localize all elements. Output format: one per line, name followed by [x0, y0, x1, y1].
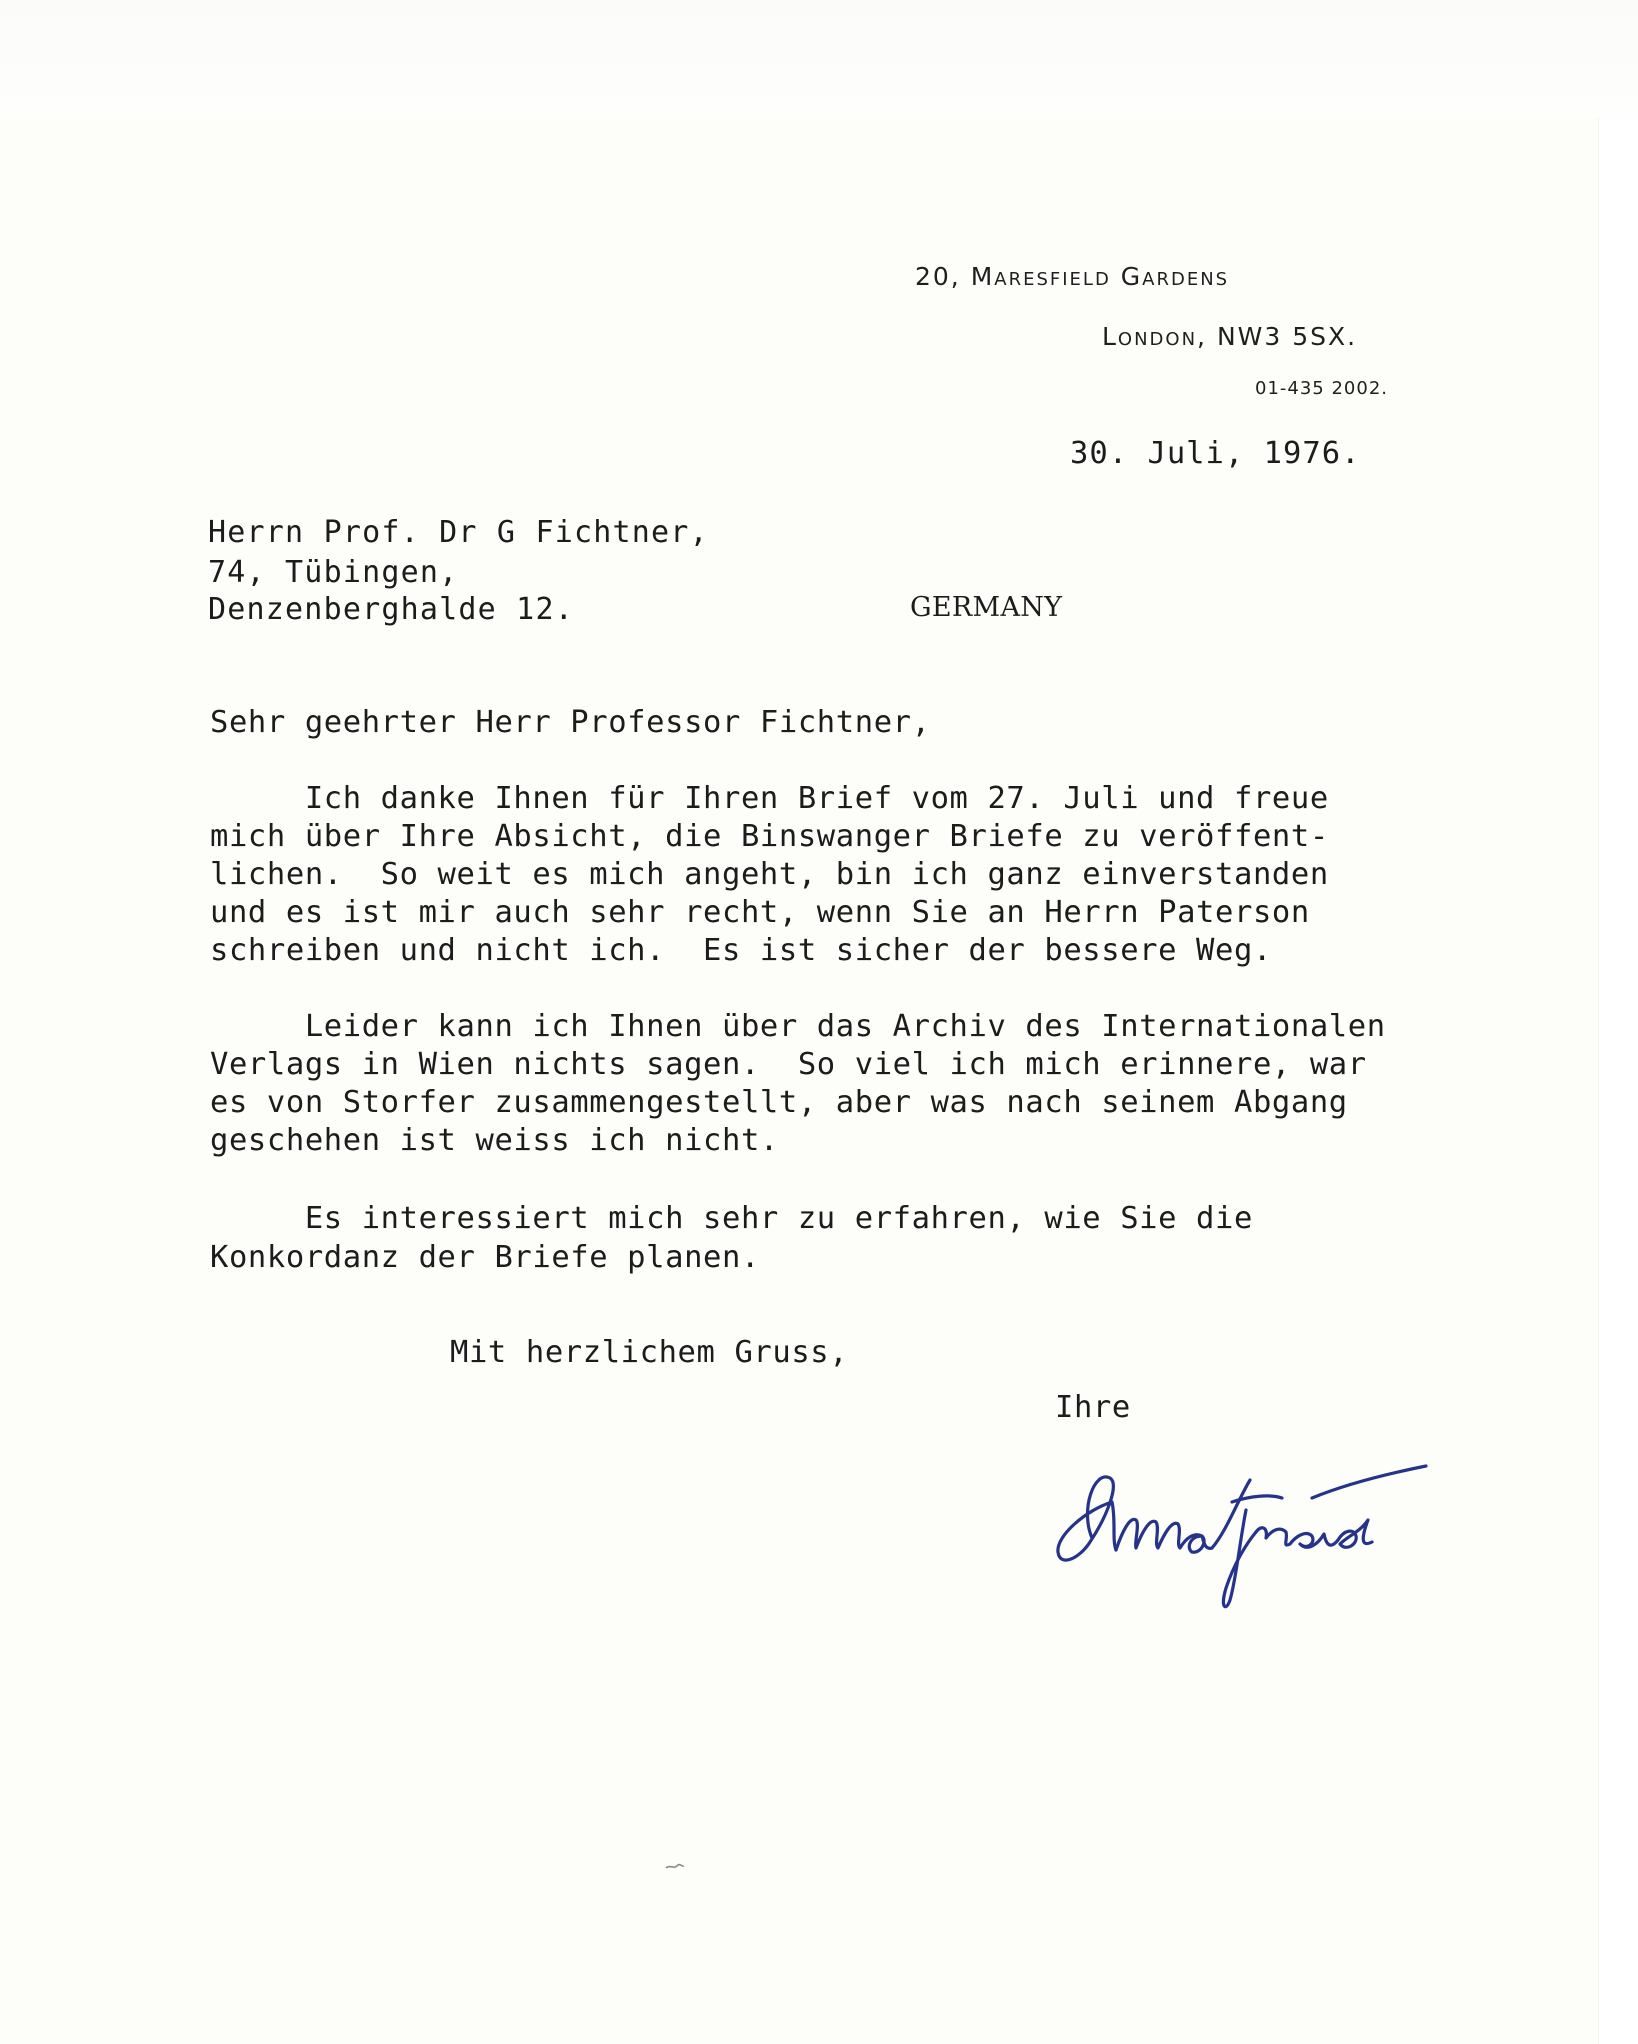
paragraph-2-line-2: Verlags in Wien nichts sagen. So viel ich mich erinnere, war — [210, 1047, 1367, 1082]
recipient-country: GERMANY — [910, 592, 1063, 623]
handwritten-signature — [1050, 1440, 1440, 1620]
paragraph-1-line-2: mich über Ihre Absicht, die Binswanger Briefe zu veröffent- — [210, 819, 1329, 854]
paper-speck — [664, 1860, 686, 1872]
paragraph-1-line-4: und es ist mir auch sehr recht, wenn Sie an Herrn Paterson — [210, 895, 1310, 930]
recipient-name: Herrn Prof. Dr G Fichtner, — [208, 515, 709, 550]
paragraph-1-line-3: lichen. So weit es mich angeht, bin ich ganz einverstanden — [210, 857, 1329, 892]
recipient-city: 74, Tübingen, — [208, 555, 459, 590]
closing: Mit herzlichem Gruss, — [450, 1335, 849, 1370]
paragraph-3-line-2: Konkordanz der Briefe planen. — [210, 1240, 760, 1275]
paragraph-1-line-1: Ich danke Ihnen für Ihren Brief vom 27. Juli und freue — [210, 781, 1329, 816]
paragraph-2-line-3: es von Storfer zusammengestellt, aber was nach seinem Abgang — [210, 1085, 1348, 1120]
paragraph-2-line-4: geschehen ist weiss ich nicht. — [210, 1123, 779, 1158]
paragraph-2-line-1: Leider kann ich Ihnen über das Archiv des Internationalen — [210, 1009, 1386, 1044]
letterhead-city: London, NW3 5SX. — [1102, 322, 1358, 351]
scan-margin — [0, 0, 1638, 118]
letterhead-street: 20, Maresfield Gardens — [915, 262, 1230, 291]
signoff: Ihre — [1055, 1390, 1131, 1425]
letterhead-phone: 01-435 2002. — [1255, 378, 1389, 399]
salutation: Sehr geehrter Herr Professor Fichtner, — [210, 705, 931, 740]
paragraph-1-line-5: schreiben und nicht ich. Es ist sicher der bessere Weg. — [210, 933, 1272, 968]
recipient-street: Denzenberghalde 12. — [208, 592, 574, 627]
letter-date: 30. Juli, 1976. — [1070, 436, 1361, 471]
paragraph-3-line-1: Es interessiert mich sehr zu erfahren, wie Sie die — [210, 1201, 1253, 1236]
